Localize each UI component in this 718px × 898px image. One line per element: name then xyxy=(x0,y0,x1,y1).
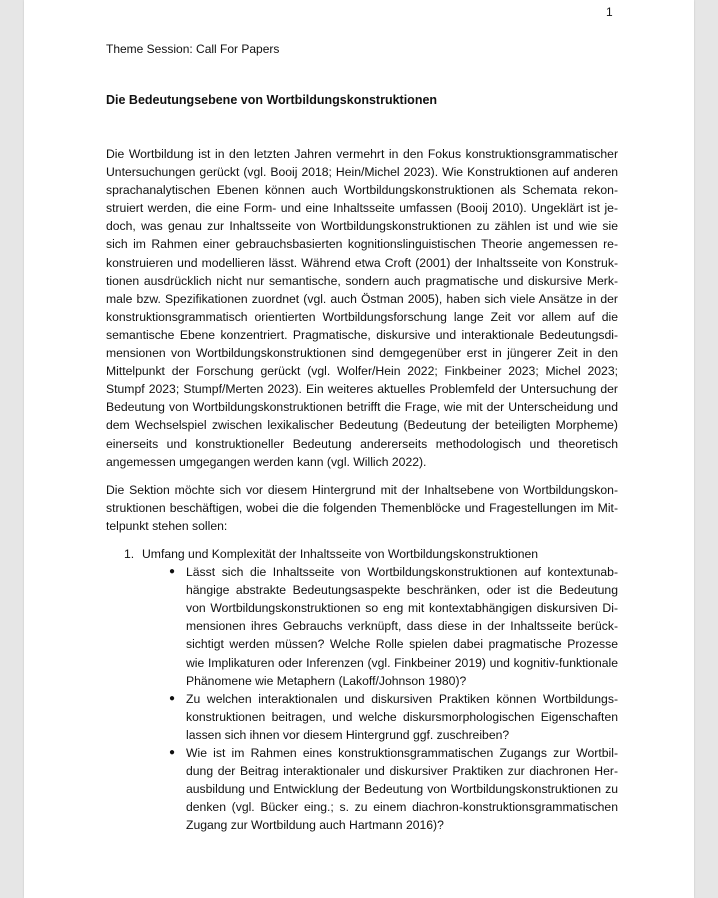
bullet-icon: ● xyxy=(169,566,176,578)
section-intro-paragraph: Die Sektion möchte sich vor diesem Hintergrund mit der Inhaltsebene von Wortbildungskonstruktionen beschäftigen, wobei die die folgenden Themenblöcke und Fragestellungen im Mittelpunkt stehen sollen: xyxy=(106,482,618,533)
bullet-icon: ● xyxy=(169,747,176,758)
intro-paragraph: Die Wortbildung ist in den letzten Jahren vermehrt in den Fokus konstruktionsgrammatischer Untersuchungen gerückt (vgl. Booij 2018; Hein/Michel 2023). Wie Konstruktionen auf anderen sprachanalytischen Ebenen können auch Wortbildungskonstruktionen als Schemata rekonstruiert werden, die eine Form- und eine Inhaltsseite umfassen (Booij 2010). Ungeklärt ist jedoch, was genau zur Inhaltsseite von Wortbildungskonstruktionen zu zählen ist und wie sie sich im Rahmen einer gebrauchsbasierten kognitionslinguistischen Theorie angemessen rekonstruieren und modellieren lässt. Während etwa Croft (2001) der Inhaltsseite von Konstruktionen ausdrücklich nicht nur semantische, sondern auch pragmatische und diskursive Merkmale bzw. Spezifikationen zuordnet (vgl. auch Östman 2005), haben sich viele Ansätze in der konstruktionsgrammatisch orientierten Wortbildungsforschung lange Zeit vor allem auf die semantische Ebene konzentriert. Pragmatische, diskursive und interaktionale Bedeutungsdimensionen von Wortbildungskonstruktionen sind demgegenüber erst in jüngerer Zeit in den Mittelpunkt der Forschung gerückt (vgl. Wolfer/Hein 2022; Finkbeiner 2023; Michel 2023; Stumpf 2023; Stumpf/Merten 2023). Ein weiteres aktuelles Problemfeld der Untersuchung der Bedeutung von Wortbildungskonstruktionen betrifft die Frage, wie mit der Unterscheidung und dem Wechselspiel zwischen lexikalischer Bedeutung (Bedeutung der beteiligten Morpheme) einerseits und konstruktioneller Bedeutung andererseits methodologisch und theoretisch angemessen umgegangen werden kann (vgl. Willich 2022). xyxy=(106,147,618,469)
bullet-text: Lässt sich die Inhaltsseite von Wortbildungskonstruktionen auf kontextunabhängige abstrakte Bedeutungsaspekte beschränken, oder ist die Bedeutung von Wortbildungskonstruktionen so eng mit kontextabhängigen diskursiven Dimensionen ihres Gebrauchs verknüpft, dass diese in der Inhaltsseite berücksichtigt werden müssen? Welche Rolle spielen dabei pragmatische Prozesse wie Implikaturen oder Inferenzen (vgl. Finkbeiner 2019) und kognitiv-funktionale Phänomene wie Metaphern (Lakoff/Johnson 1980)? xyxy=(186,565,618,688)
bullet-text: Wie ist im Rahmen eines konstruktionsgrammatischen Zugangs zur Wortbildung der Beitrag interaktionaler und diskursiver Praktiken zur diachronen Herausbildung und Entwicklung der Bedeutung von Wortbildungskonstruktionen zu denken (vgl. Bücker eing.; s. zu einem diachron-konstruktionsgrammatischen Zugang zur Wortbildung auch Hartmann 2016)? xyxy=(186,746,618,833)
bullet-icon: ● xyxy=(169,692,176,704)
list-number: 1. xyxy=(124,546,135,561)
bullet-text: Zu welchen interaktionalen und diskursiven Praktiken können Wortbildungskonstruktionen beitragen, und welche diskursmorphologischen Eigenschaften lassen sich ihnen vor diesem Hintergrund ggf. zuschreiben? xyxy=(186,691,618,742)
document-title: Die Bedeutungsebene von Wortbildungskonstruktionen xyxy=(106,93,438,107)
running-header: Theme Session: Call For Papers xyxy=(106,42,280,56)
bullet-item xyxy=(169,690,618,744)
bullet-item xyxy=(169,744,618,834)
page-number: 1 xyxy=(606,5,613,19)
document-body xyxy=(106,145,618,834)
list-heading: Umfang und Komplexität der Inhaltsseite von Wortbildungskonstruktionen xyxy=(142,546,539,561)
bullet-item xyxy=(169,563,618,690)
bullet-list xyxy=(106,563,618,834)
document-page xyxy=(24,0,694,898)
numbered-list-item xyxy=(106,545,618,563)
